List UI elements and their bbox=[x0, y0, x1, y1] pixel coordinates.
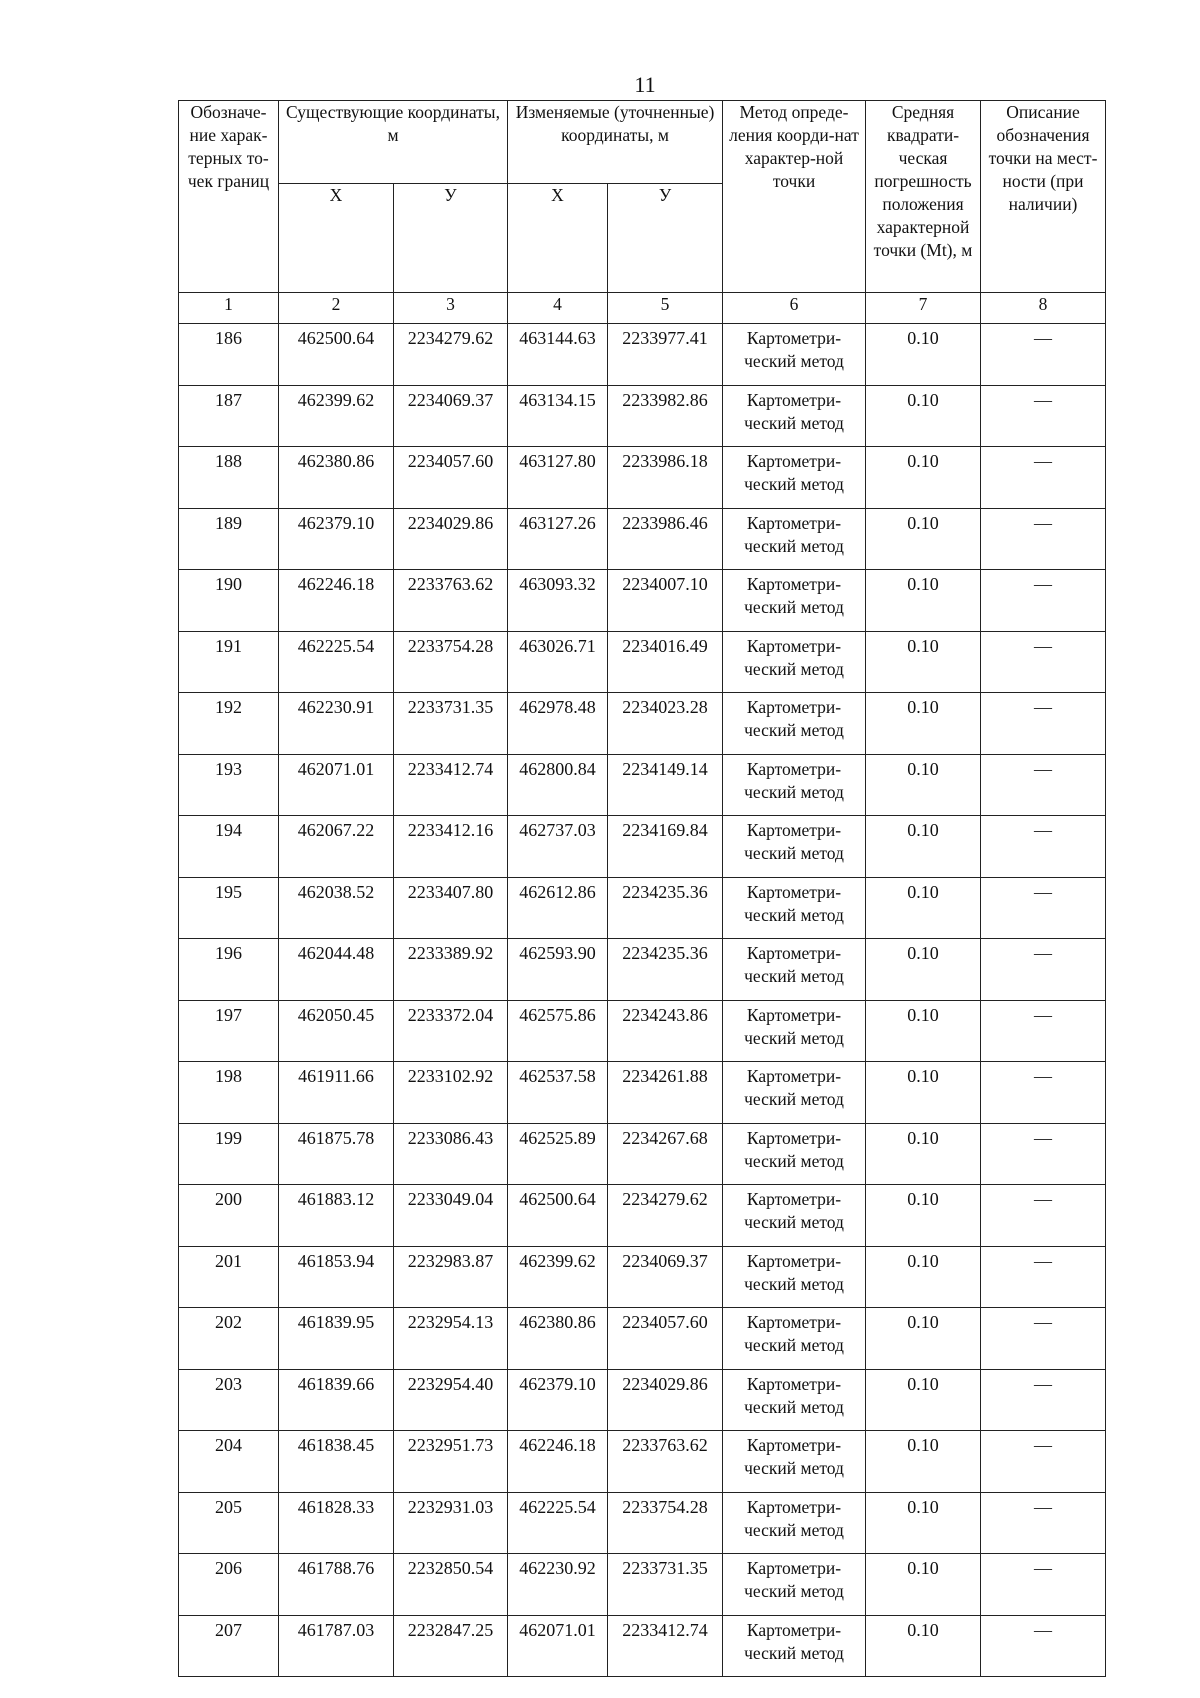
method-cell: Картометри-ческий метод bbox=[723, 693, 866, 755]
method-cell: Картометри-ческий метод bbox=[723, 1308, 866, 1370]
existing-x-cell: 461911.66 bbox=[279, 1062, 394, 1124]
mean-square-error-cell: 0.10 bbox=[866, 1492, 981, 1554]
point-id-cell: 202 bbox=[179, 1308, 279, 1370]
description-cell: — bbox=[981, 754, 1106, 816]
point-id-cell: 200 bbox=[179, 1185, 279, 1247]
existing-x-cell: 462230.91 bbox=[279, 693, 394, 755]
page-number: 11 bbox=[634, 72, 656, 97]
description-cell: — bbox=[981, 1369, 1106, 1431]
description-cell: — bbox=[981, 324, 1106, 386]
table-row bbox=[179, 1246, 1106, 1308]
changed-x-cell: 462978.48 bbox=[508, 693, 608, 755]
existing-y-cell: 2234069.37 bbox=[394, 385, 508, 447]
changed-y-cell: 2234057.60 bbox=[608, 1308, 723, 1370]
changed-y-cell: 2234235.36 bbox=[608, 939, 723, 1001]
existing-x-cell: 462038.52 bbox=[279, 877, 394, 939]
existing-x-cell: 461839.95 bbox=[279, 1308, 394, 1370]
header-changed-y: У bbox=[608, 184, 723, 293]
mean-square-error-cell: 0.10 bbox=[866, 570, 981, 632]
existing-y-cell: 2234029.86 bbox=[394, 508, 508, 570]
method-cell: Картометри-ческий метод bbox=[723, 1185, 866, 1247]
point-id-cell: 188 bbox=[179, 447, 279, 509]
changed-x-cell: 462399.62 bbox=[508, 1246, 608, 1308]
method-cell: Картометри-ческий метод bbox=[723, 324, 866, 386]
description-cell: — bbox=[981, 508, 1106, 570]
existing-x-cell: 462500.64 bbox=[279, 324, 394, 386]
changed-y-cell: 2234069.37 bbox=[608, 1246, 723, 1308]
method-cell: Картометри-ческий метод bbox=[723, 385, 866, 447]
description-cell: — bbox=[981, 1431, 1106, 1493]
table-row bbox=[179, 1431, 1106, 1493]
existing-y-cell: 2233049.04 bbox=[394, 1185, 508, 1247]
point-id-cell: 190 bbox=[179, 570, 279, 632]
mean-square-error-cell: 0.10 bbox=[866, 508, 981, 570]
existing-y-cell: 2233754.28 bbox=[394, 631, 508, 693]
method-cell: Картометри-ческий метод bbox=[723, 447, 866, 509]
table-row bbox=[179, 816, 1106, 878]
method-cell: Картометри-ческий метод bbox=[723, 1000, 866, 1062]
changed-x-cell: 462246.18 bbox=[508, 1431, 608, 1493]
column-number: 1 bbox=[179, 293, 279, 324]
mean-square-error-cell: 0.10 bbox=[866, 631, 981, 693]
description-cell: — bbox=[981, 1554, 1106, 1616]
changed-y-cell: 2234023.28 bbox=[608, 693, 723, 755]
existing-x-cell: 462050.45 bbox=[279, 1000, 394, 1062]
existing-y-cell: 2233731.35 bbox=[394, 693, 508, 755]
mean-square-error-cell: 0.10 bbox=[866, 877, 981, 939]
mean-square-error-cell: 0.10 bbox=[866, 385, 981, 447]
mean-square-error-cell: 0.10 bbox=[866, 1123, 981, 1185]
changed-x-cell: 463026.71 bbox=[508, 631, 608, 693]
existing-y-cell: 2234057.60 bbox=[394, 447, 508, 509]
mean-square-error-cell: 0.10 bbox=[866, 1185, 981, 1247]
description-cell: — bbox=[981, 1185, 1106, 1247]
table-row bbox=[179, 1492, 1106, 1554]
existing-x-cell: 462379.10 bbox=[279, 508, 394, 570]
table-row bbox=[179, 1554, 1106, 1616]
existing-x-cell: 461839.66 bbox=[279, 1369, 394, 1431]
description-cell: — bbox=[981, 631, 1106, 693]
existing-x-cell: 462067.22 bbox=[279, 816, 394, 878]
changed-x-cell: 462500.64 bbox=[508, 1185, 608, 1247]
mean-square-error-cell: 0.10 bbox=[866, 1246, 981, 1308]
description-cell: — bbox=[981, 939, 1106, 1001]
description-cell: — bbox=[981, 1062, 1106, 1124]
changed-x-cell: 462230.92 bbox=[508, 1554, 608, 1616]
point-id-cell: 203 bbox=[179, 1369, 279, 1431]
existing-y-cell: 2233372.04 bbox=[394, 1000, 508, 1062]
existing-y-cell: 2233763.62 bbox=[394, 570, 508, 632]
changed-x-cell: 463127.80 bbox=[508, 447, 608, 509]
header-method: Метод опреде-ления коорди-нат характер-ной точки bbox=[723, 101, 866, 293]
point-id-cell: 201 bbox=[179, 1246, 279, 1308]
header-existing-x: X bbox=[279, 184, 394, 293]
mean-square-error-cell: 0.10 bbox=[866, 1431, 981, 1493]
table-row bbox=[179, 693, 1106, 755]
method-cell: Картометри-ческий метод bbox=[723, 1431, 866, 1493]
existing-y-cell: 2232951.73 bbox=[394, 1431, 508, 1493]
changed-y-cell: 2234279.62 bbox=[608, 1185, 723, 1247]
description-cell: — bbox=[981, 693, 1106, 755]
changed-x-cell: 462225.54 bbox=[508, 1492, 608, 1554]
table-row bbox=[179, 631, 1106, 693]
changed-y-cell: 2234007.10 bbox=[608, 570, 723, 632]
table-row bbox=[179, 1185, 1106, 1247]
changed-x-cell: 463144.63 bbox=[508, 324, 608, 386]
changed-y-cell: 2233977.41 bbox=[608, 324, 723, 386]
mean-square-error-cell: 0.10 bbox=[866, 1369, 981, 1431]
point-id-cell: 189 bbox=[179, 508, 279, 570]
method-cell: Картометри-ческий метод bbox=[723, 1123, 866, 1185]
changed-x-cell: 462575.86 bbox=[508, 1000, 608, 1062]
header-changed-coordinates: Изменяемые (уточненные) координаты, м bbox=[508, 101, 723, 184]
description-cell: — bbox=[981, 877, 1106, 939]
changed-y-cell: 2234261.88 bbox=[608, 1062, 723, 1124]
header-existing-y: У bbox=[394, 184, 508, 293]
method-cell: Картометри-ческий метод bbox=[723, 754, 866, 816]
point-id-cell: 207 bbox=[179, 1615, 279, 1677]
method-cell: Картометри-ческий метод bbox=[723, 631, 866, 693]
existing-y-cell: 2232847.25 bbox=[394, 1615, 508, 1677]
mean-square-error-cell: 0.10 bbox=[866, 1615, 981, 1677]
coordinates-table bbox=[178, 100, 1106, 1677]
mean-square-error-cell: 0.10 bbox=[866, 1000, 981, 1062]
existing-x-cell: 461875.78 bbox=[279, 1123, 394, 1185]
table-row bbox=[179, 877, 1106, 939]
existing-x-cell: 462225.54 bbox=[279, 631, 394, 693]
method-cell: Картометри-ческий метод bbox=[723, 939, 866, 1001]
method-cell: Картометри-ческий метод bbox=[723, 1554, 866, 1616]
mean-square-error-cell: 0.10 bbox=[866, 447, 981, 509]
point-id-cell: 196 bbox=[179, 939, 279, 1001]
changed-y-cell: 2233731.35 bbox=[608, 1554, 723, 1616]
mean-square-error-cell: 0.10 bbox=[866, 693, 981, 755]
table-row bbox=[179, 1000, 1106, 1062]
changed-x-cell: 462537.58 bbox=[508, 1062, 608, 1124]
description-cell: — bbox=[981, 816, 1106, 878]
description-cell: — bbox=[981, 1308, 1106, 1370]
table-row bbox=[179, 1369, 1106, 1431]
changed-y-cell: 2234029.86 bbox=[608, 1369, 723, 1431]
changed-y-cell: 2234149.14 bbox=[608, 754, 723, 816]
table-row bbox=[179, 324, 1106, 386]
column-number: 4 bbox=[508, 293, 608, 324]
existing-y-cell: 2233407.80 bbox=[394, 877, 508, 939]
header-mean-square-error: Средняя квадрати-ческая погрешность положения характерной точки (Mt), м bbox=[866, 101, 981, 293]
point-id-cell: 193 bbox=[179, 754, 279, 816]
table-row bbox=[179, 447, 1106, 509]
mean-square-error-cell: 0.10 bbox=[866, 1308, 981, 1370]
point-id-cell: 187 bbox=[179, 385, 279, 447]
column-number: 6 bbox=[723, 293, 866, 324]
changed-y-cell: 2233763.62 bbox=[608, 1431, 723, 1493]
table-row bbox=[179, 1062, 1106, 1124]
existing-y-cell: 2232931.03 bbox=[394, 1492, 508, 1554]
header-existing-coordinates: Существующие координаты, м bbox=[279, 101, 508, 184]
existing-y-cell: 2233412.74 bbox=[394, 754, 508, 816]
existing-x-cell: 461828.33 bbox=[279, 1492, 394, 1554]
table-row bbox=[179, 385, 1106, 447]
existing-y-cell: 2234279.62 bbox=[394, 324, 508, 386]
existing-y-cell: 2233086.43 bbox=[394, 1123, 508, 1185]
mean-square-error-cell: 0.10 bbox=[866, 324, 981, 386]
method-cell: Картометри-ческий метод bbox=[723, 877, 866, 939]
table-row bbox=[179, 1308, 1106, 1370]
changed-x-cell: 463093.32 bbox=[508, 570, 608, 632]
method-cell: Картометри-ческий метод bbox=[723, 1492, 866, 1554]
table-row bbox=[179, 754, 1106, 816]
changed-x-cell: 462593.90 bbox=[508, 939, 608, 1001]
changed-x-cell: 463127.26 bbox=[508, 508, 608, 570]
existing-y-cell: 2233102.92 bbox=[394, 1062, 508, 1124]
existing-x-cell: 462380.86 bbox=[279, 447, 394, 509]
description-cell: — bbox=[981, 385, 1106, 447]
method-cell: Картометри-ческий метод bbox=[723, 1615, 866, 1677]
existing-y-cell: 2232850.54 bbox=[394, 1554, 508, 1616]
point-id-cell: 204 bbox=[179, 1431, 279, 1493]
column-number: 7 bbox=[866, 293, 981, 324]
point-id-cell: 195 bbox=[179, 877, 279, 939]
point-id-cell: 194 bbox=[179, 816, 279, 878]
existing-x-cell: 462399.62 bbox=[279, 385, 394, 447]
column-number: 2 bbox=[279, 293, 394, 324]
changed-y-cell: 2233754.28 bbox=[608, 1492, 723, 1554]
method-cell: Картометри-ческий метод bbox=[723, 570, 866, 632]
method-cell: Картометри-ческий метод bbox=[723, 816, 866, 878]
existing-x-cell: 462246.18 bbox=[279, 570, 394, 632]
mean-square-error-cell: 0.10 bbox=[866, 754, 981, 816]
existing-x-cell: 461787.03 bbox=[279, 1615, 394, 1677]
mean-square-error-cell: 0.10 bbox=[866, 1062, 981, 1124]
changed-y-cell: 2233986.46 bbox=[608, 508, 723, 570]
point-id-cell: 206 bbox=[179, 1554, 279, 1616]
existing-x-cell: 461838.45 bbox=[279, 1431, 394, 1493]
existing-y-cell: 2232983.87 bbox=[394, 1246, 508, 1308]
existing-x-cell: 461883.12 bbox=[279, 1185, 394, 1247]
description-cell: — bbox=[981, 1615, 1106, 1677]
header-changed-x: X bbox=[508, 184, 608, 293]
point-id-cell: 197 bbox=[179, 1000, 279, 1062]
table-row bbox=[179, 1615, 1106, 1677]
existing-x-cell: 462071.01 bbox=[279, 754, 394, 816]
method-cell: Картометри-ческий метод bbox=[723, 1062, 866, 1124]
method-cell: Картометри-ческий метод bbox=[723, 508, 866, 570]
existing-y-cell: 2232954.40 bbox=[394, 1369, 508, 1431]
changed-x-cell: 462737.03 bbox=[508, 816, 608, 878]
existing-y-cell: 2233412.16 bbox=[394, 816, 508, 878]
method-cell: Картометри-ческий метод bbox=[723, 1246, 866, 1308]
changed-y-cell: 2234016.49 bbox=[608, 631, 723, 693]
table-row bbox=[179, 508, 1106, 570]
column-number: 3 bbox=[394, 293, 508, 324]
existing-x-cell: 462044.48 bbox=[279, 939, 394, 1001]
table-row bbox=[179, 939, 1106, 1001]
point-id-cell: 198 bbox=[179, 1062, 279, 1124]
changed-x-cell: 462525.89 bbox=[508, 1123, 608, 1185]
point-id-cell: 205 bbox=[179, 1492, 279, 1554]
table-row bbox=[179, 1123, 1106, 1185]
existing-x-cell: 461788.76 bbox=[279, 1554, 394, 1616]
changed-x-cell: 462380.86 bbox=[508, 1308, 608, 1370]
changed-x-cell: 462379.10 bbox=[508, 1369, 608, 1431]
description-cell: — bbox=[981, 1123, 1106, 1185]
changed-y-cell: 2233982.86 bbox=[608, 385, 723, 447]
description-cell: — bbox=[981, 447, 1106, 509]
mean-square-error-cell: 0.10 bbox=[866, 816, 981, 878]
description-cell: — bbox=[981, 570, 1106, 632]
changed-y-cell: 2234243.86 bbox=[608, 1000, 723, 1062]
mean-square-error-cell: 0.10 bbox=[866, 939, 981, 1001]
existing-x-cell: 461853.94 bbox=[279, 1246, 394, 1308]
description-cell: — bbox=[981, 1000, 1106, 1062]
header-point-designation: Обозначе-ние харак-терных то-чек границ bbox=[179, 101, 279, 293]
changed-x-cell: 462071.01 bbox=[508, 1615, 608, 1677]
changed-y-cell: 2233986.18 bbox=[608, 447, 723, 509]
table-row bbox=[179, 570, 1106, 632]
changed-x-cell: 463134.15 bbox=[508, 385, 608, 447]
changed-y-cell: 2233412.74 bbox=[608, 1615, 723, 1677]
description-cell: — bbox=[981, 1492, 1106, 1554]
description-cell: — bbox=[981, 1246, 1106, 1308]
method-cell: Картометри-ческий метод bbox=[723, 1369, 866, 1431]
point-id-cell: 186 bbox=[179, 324, 279, 386]
changed-x-cell: 462612.86 bbox=[508, 877, 608, 939]
column-number: 8 bbox=[981, 293, 1106, 324]
changed-y-cell: 2234267.68 bbox=[608, 1123, 723, 1185]
existing-y-cell: 2232954.13 bbox=[394, 1308, 508, 1370]
existing-y-cell: 2233389.92 bbox=[394, 939, 508, 1001]
mean-square-error-cell: 0.10 bbox=[866, 1554, 981, 1616]
point-id-cell: 192 bbox=[179, 693, 279, 755]
changed-y-cell: 2234169.84 bbox=[608, 816, 723, 878]
header-description: Описание обозначения точки на мест-ности (при наличии) bbox=[981, 101, 1106, 293]
changed-y-cell: 2234235.36 bbox=[608, 877, 723, 939]
changed-x-cell: 462800.84 bbox=[508, 754, 608, 816]
column-number: 5 bbox=[608, 293, 723, 324]
point-id-cell: 191 bbox=[179, 631, 279, 693]
point-id-cell: 199 bbox=[179, 1123, 279, 1185]
